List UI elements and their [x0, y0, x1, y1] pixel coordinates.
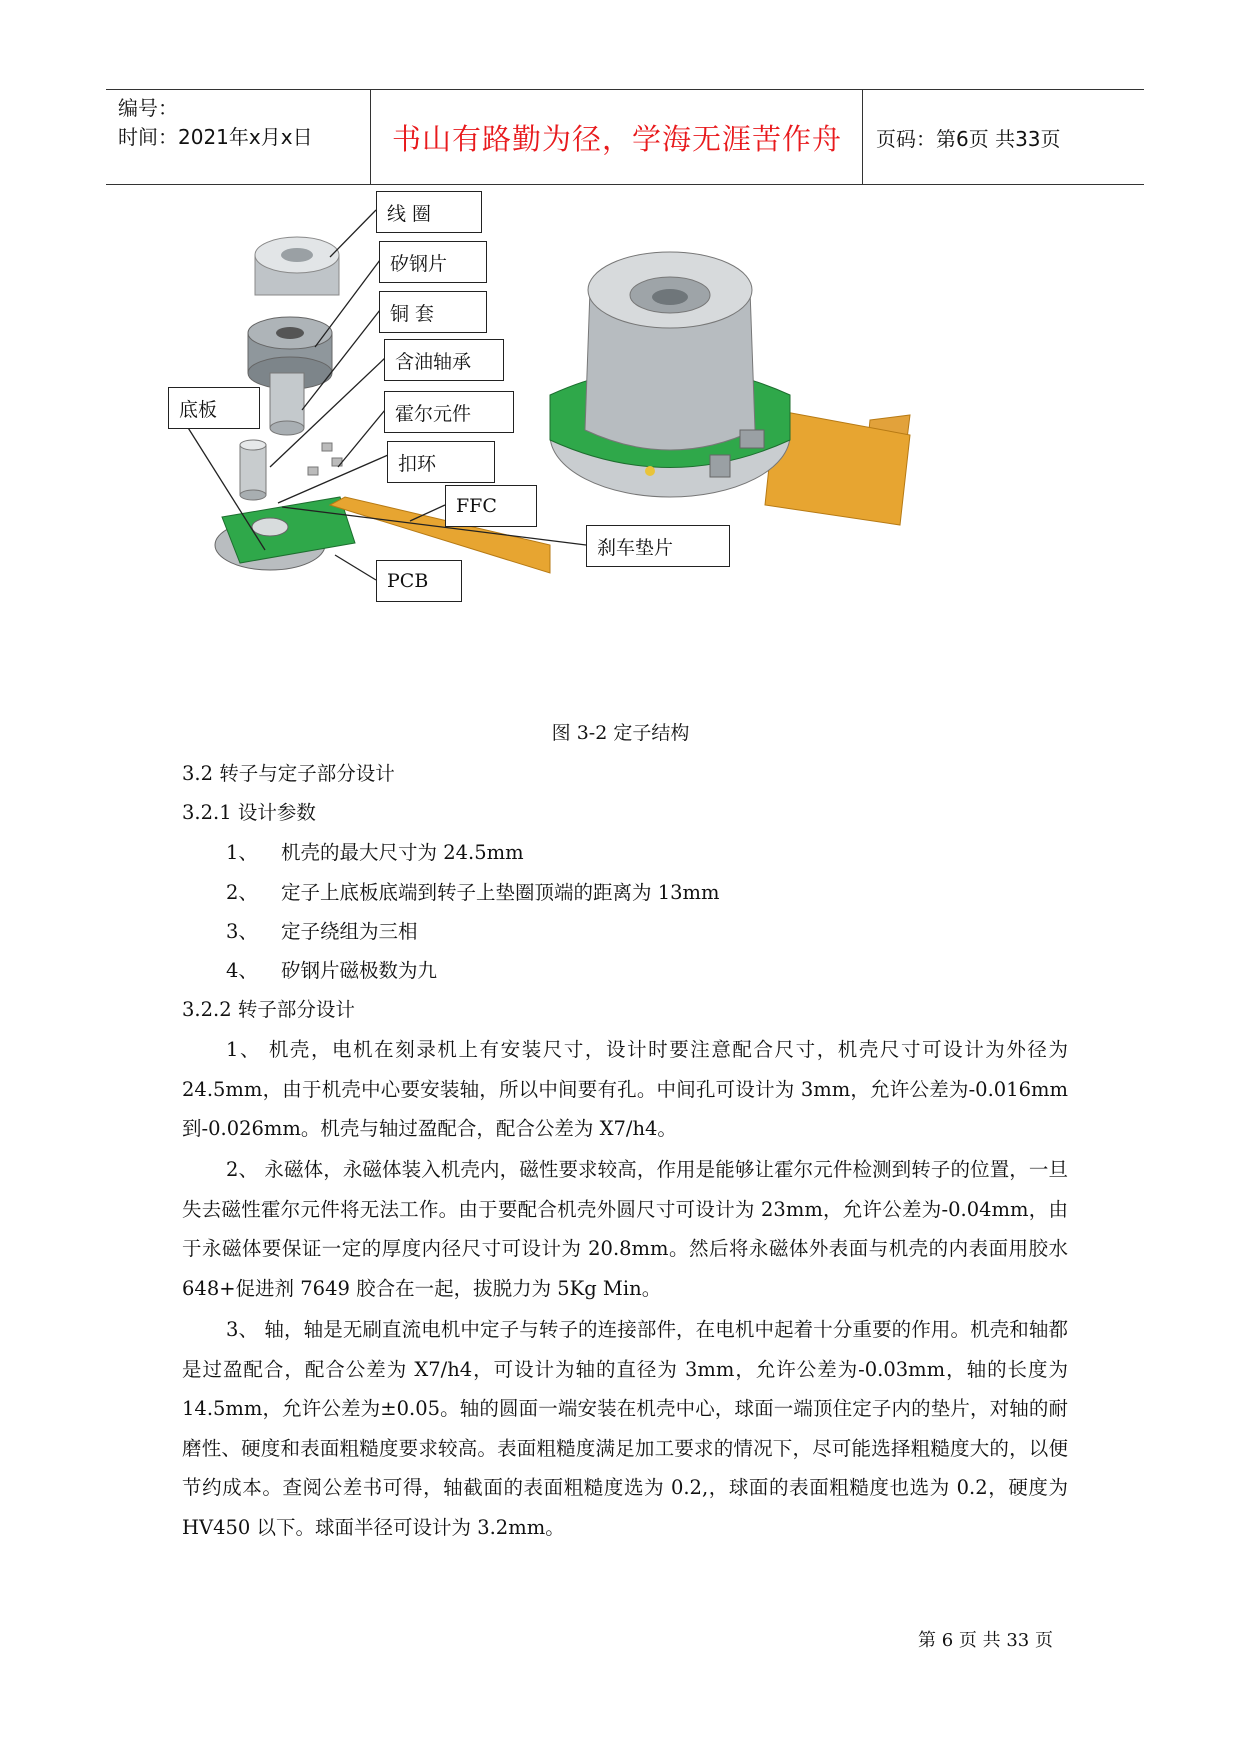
param-text: 定子绕组为三相	[281, 920, 418, 943]
section-heading-3-2-2: 3.2.2 转子部分设计	[182, 998, 355, 1021]
header-divider	[370, 90, 371, 184]
param-number: 3、	[226, 920, 258, 943]
ffc-label: FFC	[445, 485, 537, 527]
number-label: 编号：	[118, 96, 178, 120]
param-number: 4、	[226, 959, 258, 982]
hall-element-label: 霍尔元件	[384, 391, 514, 433]
silicon-steel-label: 矽钢片	[379, 241, 487, 283]
oil-bearing-label: 含油轴承	[384, 339, 504, 381]
header-meta	[118, 94, 368, 152]
param-item	[226, 912, 418, 951]
pcb-label: PCB	[376, 560, 462, 602]
header-page-number: 页码：第6页 共33页	[876, 126, 1061, 151]
copper-sleeve-label: 铜 套	[379, 291, 487, 333]
stator-structure-figure	[170, 202, 1070, 675]
buckle-label: 扣环	[387, 441, 495, 483]
header-divider	[862, 90, 863, 184]
param-number: 2、	[226, 881, 258, 904]
param-item	[226, 951, 437, 990]
section-heading-3-2-1: 3.2.1 设计参数	[182, 801, 316, 824]
brake-pad-label: 刹车垫片	[586, 525, 730, 567]
assembled-stator	[550, 252, 910, 525]
stator-illustration	[170, 205, 1070, 675]
param-number: 1、	[226, 841, 258, 864]
body-paragraph: 1、 机壳，电机在刻录机上有安装尺寸，设计时要注意配合尺寸，机壳尺寸可设计为外径为 24.5mm，由于机壳中心要安装轴，所以中间要有孔。中间孔可设计为 3mm，允许公差为-0.016mm 到-0.026mm。机壳与轴过盈配合，配合公差为 X7/h4。	[182, 1038, 1068, 1140]
body-paragraph: 3、 轴，轴是无刷直流电机中定子与转子的连接部件，在电机中起着十分重要的作用。机壳和轴都是过盈配合，配合公差为 X7/h4，可设计为轴的直径为 3mm，允许公差为-0.03mm，轴的长度为 14.5mm，允许公差为±0.05。轴的圆面一端安装在机壳中心，球面一端顶住定子内的垫片，对轴的耐磨性、硬度和表面粗糙度要求较高。表面粗糙度满足加工要求的情况下，尽可能选择粗糙度大的，以便节约成本。查阅公差书可得，轴截面的表面粗糙度选为 0.2,，球面的表面粗糙度也选为 0.2，硬度为 HV450 以下。球面半径可设计为 3.2mm。	[182, 1318, 1068, 1539]
header-motto: 书山有路勤为径，学海无涯苦作舟	[391, 121, 842, 156]
param-text: 定子上底板底端到转子上垫圈顶端的距离为 13mm	[281, 881, 720, 904]
param-text: 机壳的最大尺寸为 24.5mm	[281, 841, 524, 864]
coil-part	[255, 237, 339, 295]
param-item	[226, 873, 720, 912]
base-plate-label: 底板	[168, 387, 260, 429]
section-heading-3-2: 3.2 转子与定子部分设计	[182, 762, 395, 785]
coil-label: 线 圈	[376, 191, 482, 233]
page-footer: 第 6 页 共 33 页	[918, 1630, 1053, 1651]
page-header	[106, 89, 1144, 185]
time-label: 时间：2021年x月x日	[118, 125, 313, 149]
figure-caption: 图 3-2 定子结构	[551, 722, 690, 744]
param-text: 矽钢片磁极数为九	[281, 959, 438, 982]
body-paragraph: 2、 永磁体，永磁体装入机壳内，磁性要求较高，作用是能够让霍尔元件检测到转子的位置，一旦失去磁性霍尔元件将无法工作。由于要配合机壳外圆尺寸可设计为 23mm，允许公差为-0.04mm，由于永磁体要保证一定的厚度内径尺寸可设计为 20.8mm。然后将永磁体外表面与机壳的内表面用胶水 648+促进剂 7649 胶合在一起，拔脱力为 5Kg Min。	[182, 1158, 1068, 1300]
param-item	[226, 833, 524, 872]
